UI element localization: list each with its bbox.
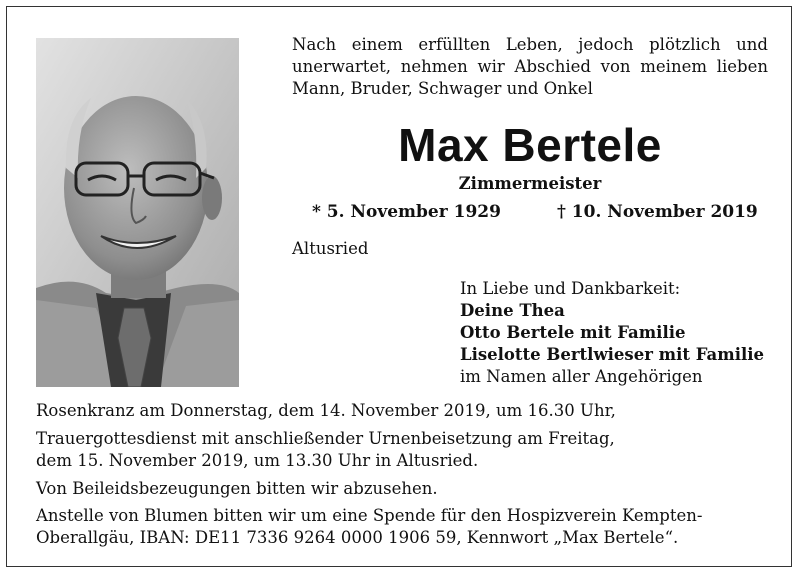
birth-date: * 5. November 1929 xyxy=(312,202,501,222)
mourner-name: Deine Thea xyxy=(460,301,565,320)
donation-notice-line1: Anstelle von Blumen bitten wir um eine Spende für den Hospizverein Kempten- xyxy=(36,506,703,525)
mourners-closing: im Namen aller Angehörigen xyxy=(460,367,703,386)
portrait-photo xyxy=(36,38,239,387)
service-notice-line1: Trauergottesdienst mit anschließender Urnenbeisetzung am Freitag, xyxy=(36,429,615,448)
service-notice-line2: dem 15. November 2019, um 13.30 Uhr in Altusried. xyxy=(36,451,479,470)
rosary-notice: Rosenkranz am Donnerstag, dem 14. November 2019, um 16.30 Uhr, xyxy=(36,401,616,420)
mourner-name: Liselotte Bertlwieser mit Familie xyxy=(460,345,764,364)
mourner-name: Otto Bertele mit Familie xyxy=(460,323,686,342)
place-name: Altusried xyxy=(292,239,369,258)
death-date: † 10. November 2019 xyxy=(557,202,758,222)
intro-text: Nach einem erfüllten Leben, jedoch plötzlich und unerwartet, nehmen wir Abschied von meinem lieben Mann, Bruder, Schwager und Onkel xyxy=(292,35,768,98)
mourners-heading: In Liebe und Dankbarkeit: xyxy=(460,279,681,298)
mourners-block xyxy=(460,278,764,388)
profession: Zimmermeister xyxy=(458,174,602,193)
deceased-name: Max Bertele xyxy=(398,119,662,171)
donation-notice-line2: Oberallgäu, IBAN: DE11 7336 9264 0000 1906 59, Kennwort „Max Bertele“. xyxy=(36,528,679,547)
condolence-notice: Von Beileidsbezeugungen bitten wir abzusehen. xyxy=(36,479,438,498)
